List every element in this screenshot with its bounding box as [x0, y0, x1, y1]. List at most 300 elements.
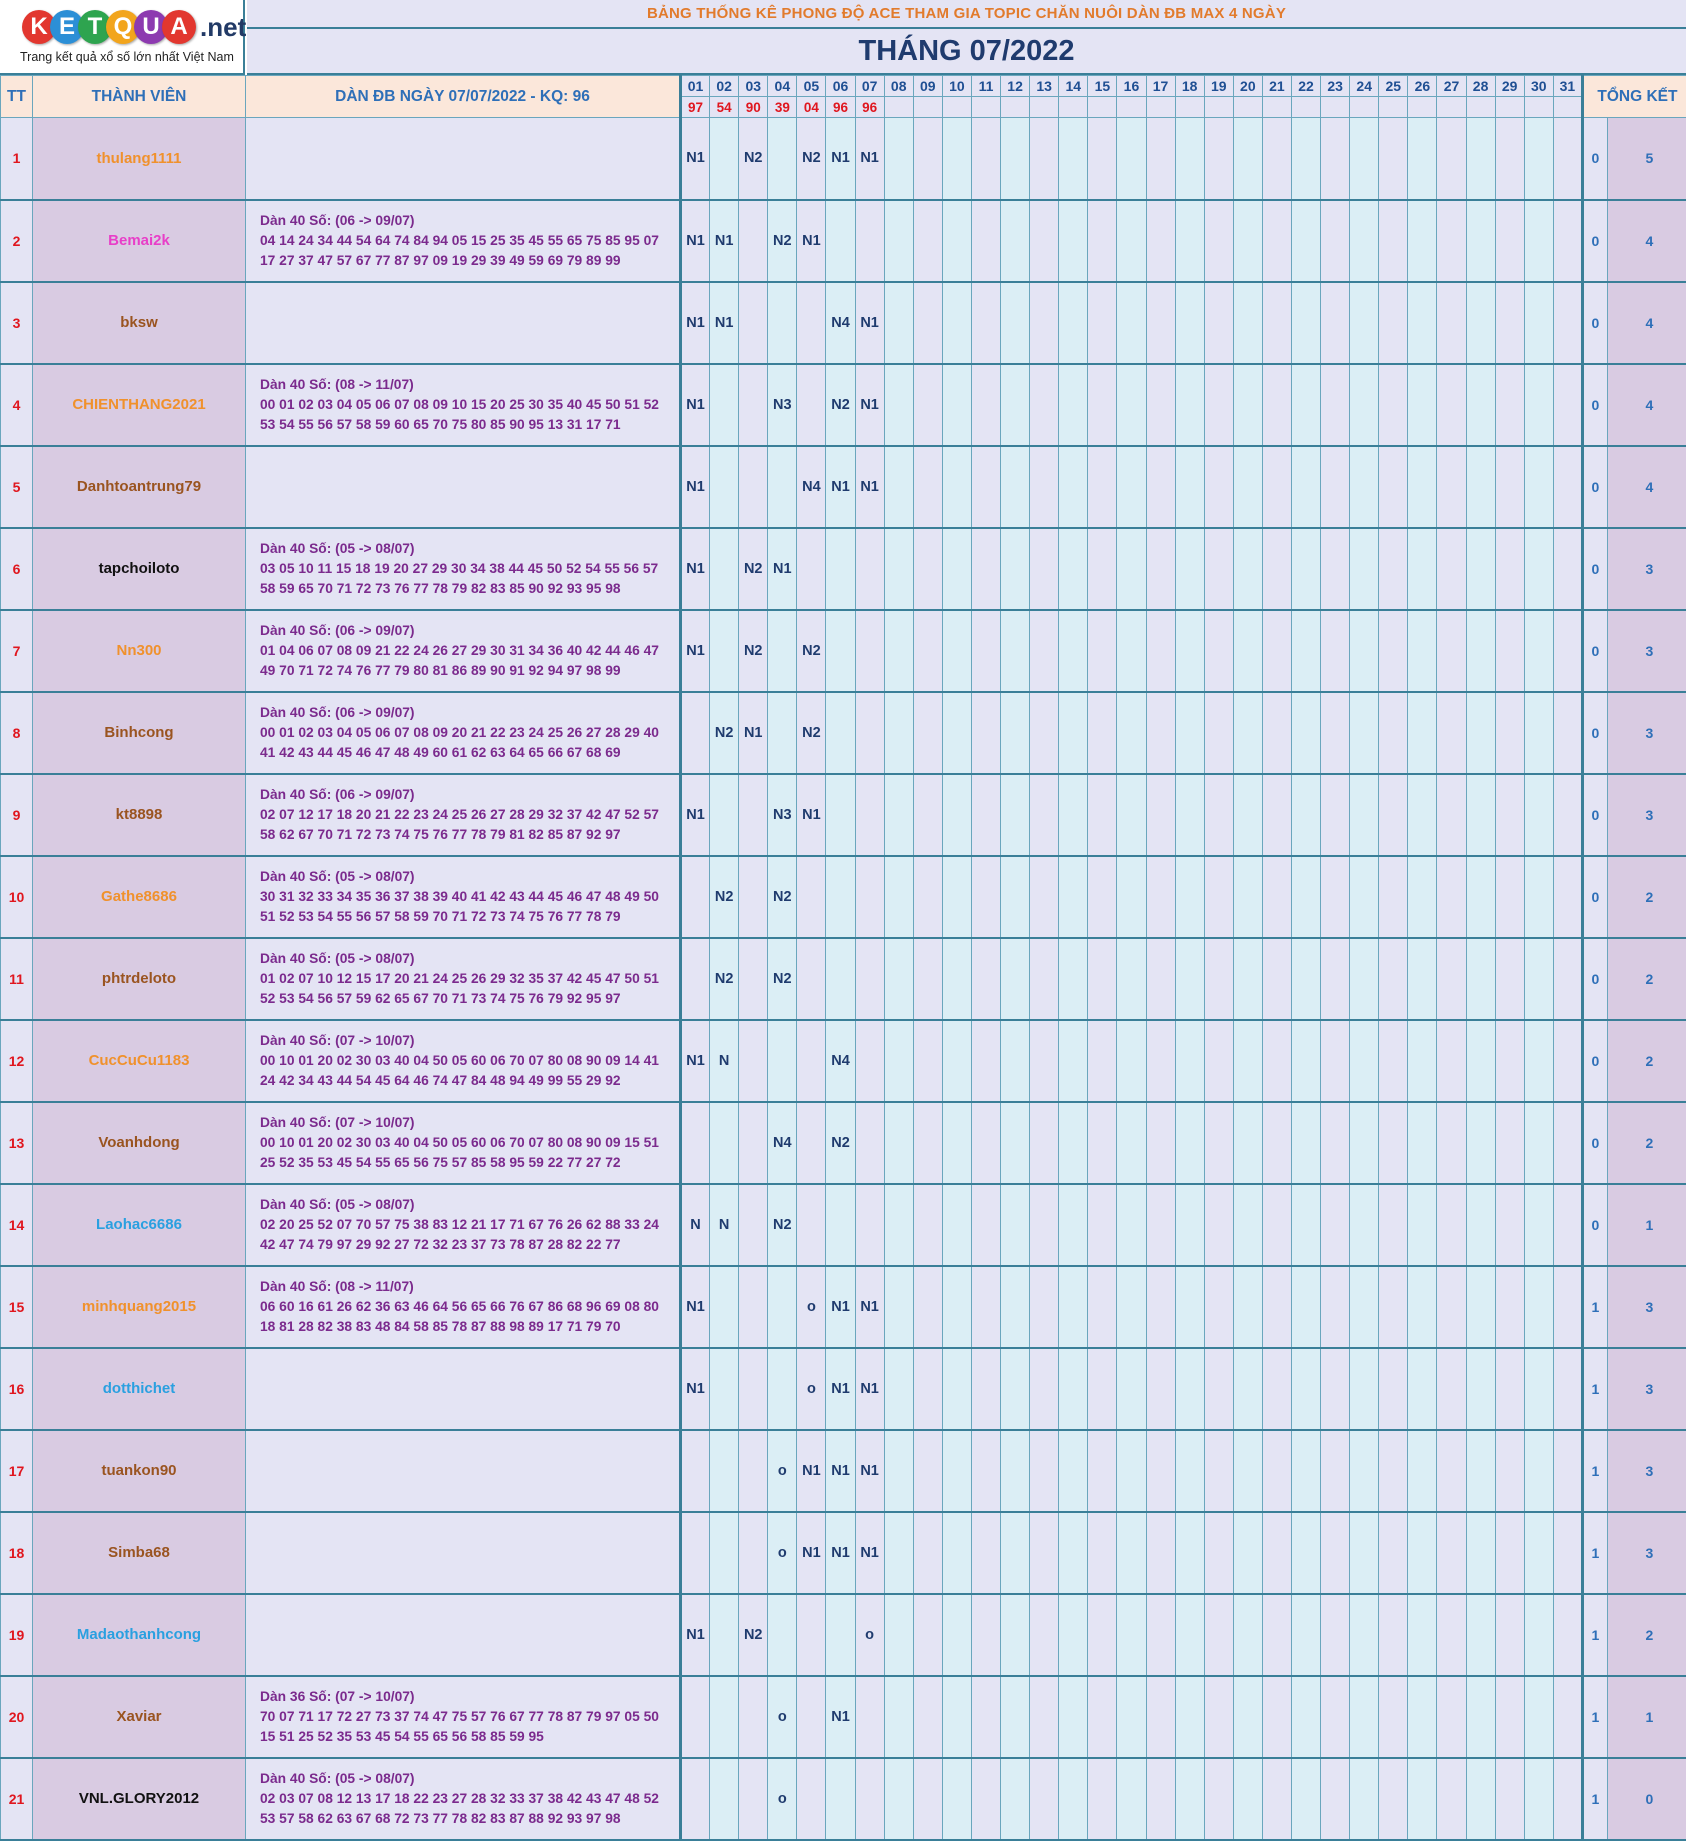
day-cell [1408, 1184, 1437, 1266]
day-cell: N1 [855, 282, 884, 364]
member-name[interactable]: phtrdeloto [33, 938, 246, 1020]
day-cell [1379, 774, 1408, 856]
day-cell [1524, 1348, 1553, 1430]
day-cell [1146, 1184, 1175, 1266]
day-cell [1466, 446, 1495, 528]
day-cell [1146, 282, 1175, 364]
day-cell [884, 1594, 913, 1676]
day-cell [884, 692, 913, 774]
day-cell [797, 1184, 826, 1266]
day-cell: N1 [826, 1676, 855, 1758]
row-index: 13 [1, 1102, 33, 1184]
day-cell [1175, 1430, 1204, 1512]
member-name[interactable]: Gathe8686 [33, 856, 246, 938]
day-cell [1030, 692, 1059, 774]
day-cell [1059, 1102, 1088, 1184]
day-cell [1466, 938, 1495, 1020]
day-cell [1291, 1676, 1320, 1758]
day-cell: N2 [710, 938, 739, 1020]
day-cell [1001, 1020, 1030, 1102]
day-cell [1204, 1758, 1233, 1840]
day-cell [1030, 938, 1059, 1020]
day-cell [1291, 1348, 1320, 1430]
member-name[interactable]: kt8898 [33, 774, 246, 856]
day-cell: N1 [826, 1430, 855, 1512]
day-cell [884, 938, 913, 1020]
day-cell [739, 1348, 768, 1430]
day-cell [884, 1184, 913, 1266]
day-cell [1117, 1348, 1146, 1430]
day-cell [1030, 282, 1059, 364]
dan-numbers-line1: 04 14 24 34 44 54 64 74 84 94 05 15 25 35 45 55 65 75 85 95 07 [260, 232, 659, 248]
day-cell [1204, 446, 1233, 528]
day-cell [1321, 528, 1350, 610]
day-cell [1553, 200, 1582, 282]
day-cell [1001, 1758, 1030, 1840]
day-result [1553, 97, 1582, 118]
day-cell [1379, 1020, 1408, 1102]
day-result [1059, 97, 1088, 118]
site-logo[interactable] [0, 0, 245, 75]
day-cell [1175, 200, 1204, 282]
day-result [1146, 97, 1175, 118]
day-cell [1321, 610, 1350, 692]
day-cell [1175, 774, 1204, 856]
member-name[interactable]: VNL.GLORY2012 [33, 1758, 246, 1840]
day-cell [1437, 1594, 1466, 1676]
day-cell: N1 [710, 282, 739, 364]
day-cell [1204, 1266, 1233, 1348]
day-cell [1175, 446, 1204, 528]
summary-count: 0 [1582, 446, 1607, 528]
day-cell: N2 [739, 1594, 768, 1676]
day-cell [739, 1676, 768, 1758]
day-cell: N1 [797, 1512, 826, 1594]
day-cell [971, 282, 1000, 364]
day-header: 08 [884, 76, 913, 97]
day-cell [1262, 692, 1291, 774]
day-cell [1321, 1594, 1350, 1676]
day-cell [1466, 692, 1495, 774]
day-cell [1175, 1020, 1204, 1102]
day-cell [913, 446, 942, 528]
dan-numbers-line2: 25 52 35 53 45 54 55 65 56 75 57 85 58 95 59 22 77 27 72 [260, 1154, 621, 1170]
day-cell [1495, 282, 1524, 364]
day-cell [1379, 200, 1408, 282]
member-name[interactable]: CHIENTHANG2021 [33, 364, 246, 446]
day-cell [1495, 364, 1524, 446]
dan-heading: Dàn 40 Số: (08 -> 11/07) [260, 1278, 414, 1294]
day-cell [1350, 1594, 1379, 1676]
day-cell [1001, 1266, 1030, 1348]
day-cell [1059, 774, 1088, 856]
day-cell [1233, 1594, 1262, 1676]
day-cell [1466, 1594, 1495, 1676]
day-cell [710, 1430, 739, 1512]
day-cell [1408, 446, 1437, 528]
day-cell [1204, 200, 1233, 282]
day-cell [1524, 446, 1553, 528]
day-cell [826, 1184, 855, 1266]
day-cell [826, 200, 855, 282]
member-name[interactable]: Danhtoantrung79 [33, 446, 246, 528]
day-cell [1466, 1676, 1495, 1758]
day-cell [1117, 938, 1146, 1020]
member-name[interactable]: Bemai2k [33, 200, 246, 282]
day-cell [1437, 1266, 1466, 1348]
day-result [1379, 97, 1408, 118]
day-result: 04 [797, 97, 826, 118]
day-cell [913, 1348, 942, 1430]
day-cell [942, 1184, 971, 1266]
summary-total: 3 [1607, 774, 1686, 856]
day-cell [1204, 938, 1233, 1020]
day-cell [1204, 856, 1233, 938]
day-cell [971, 118, 1000, 200]
day-cell [855, 528, 884, 610]
summary-total: 3 [1607, 610, 1686, 692]
member-row [1, 692, 1686, 774]
day-cell [1030, 1348, 1059, 1430]
day-cell [1408, 1676, 1437, 1758]
day-cell [1495, 692, 1524, 774]
day-cell [1321, 774, 1350, 856]
dan-numbers-line1: 02 20 25 52 07 70 57 75 38 83 12 21 17 71 67 76 26 62 88 33 24 [260, 1216, 659, 1232]
logo-letter: K [22, 10, 56, 44]
day-cell [913, 282, 942, 364]
summary-count: 0 [1582, 938, 1607, 1020]
day-cell [855, 774, 884, 856]
day-cell [1466, 118, 1495, 200]
day-cell [1146, 528, 1175, 610]
summary-total: 3 [1607, 1512, 1686, 1594]
day-cell [1117, 1430, 1146, 1512]
day-cell [913, 1758, 942, 1840]
day-cell [1262, 1348, 1291, 1430]
day-result [1117, 97, 1146, 118]
member-row [1, 856, 1686, 938]
dan-numbers-line1: 06 60 16 61 26 62 36 63 46 64 56 65 66 76 67 86 68 96 69 08 80 [260, 1298, 659, 1314]
day-cell [1495, 528, 1524, 610]
day-result [1291, 97, 1320, 118]
day-cell [1408, 1594, 1437, 1676]
member-row [1, 1348, 1686, 1430]
day-cell [1233, 528, 1262, 610]
day-cell [1466, 1512, 1495, 1594]
day-cell [1495, 1512, 1524, 1594]
day-cell [1233, 774, 1262, 856]
day-cell [1001, 1102, 1030, 1184]
day-cell [1117, 856, 1146, 938]
row-index: 10 [1, 856, 33, 938]
summary-count: 0 [1582, 364, 1607, 446]
day-cell [1553, 1430, 1582, 1512]
day-cell [1030, 1020, 1059, 1102]
day-cell [1146, 692, 1175, 774]
day-cell: N2 [739, 118, 768, 200]
day-cell [1001, 938, 1030, 1020]
day-header: 22 [1291, 76, 1320, 97]
day-cell [1321, 364, 1350, 446]
day-cell [1233, 692, 1262, 774]
day-cell [913, 528, 942, 610]
member-name[interactable]: Laohac6686 [33, 1184, 246, 1266]
member-name[interactable]: tuankon90 [33, 1430, 246, 1512]
day-cell [1321, 1676, 1350, 1758]
row-index: 2 [1, 200, 33, 282]
day-cell [1524, 282, 1553, 364]
day-cell [1495, 856, 1524, 938]
day-result [1466, 97, 1495, 118]
day-cell [1088, 1594, 1117, 1676]
summary-count: 0 [1582, 610, 1607, 692]
day-result [1088, 97, 1117, 118]
day-cell [739, 1430, 768, 1512]
day-cell: N1 [739, 692, 768, 774]
day-cell [1088, 1184, 1117, 1266]
member-row [1, 1758, 1686, 1840]
member-name[interactable]: Madaothanhcong [33, 1594, 246, 1676]
member-name[interactable]: Binhcong [33, 692, 246, 774]
day-cell [1350, 1102, 1379, 1184]
day-cell [1437, 938, 1466, 1020]
dan-numbers-line1: 01 04 06 07 08 09 21 22 24 26 27 29 30 31 34 36 40 42 44 46 47 [260, 642, 659, 658]
day-cell [1030, 1102, 1059, 1184]
member-name[interactable]: Nn300 [33, 610, 246, 692]
summary-count: 1 [1582, 1348, 1607, 1430]
day-cell [971, 774, 1000, 856]
summary-total: 2 [1607, 1594, 1686, 1676]
dan-numbers-line1: 00 10 01 20 02 30 03 40 04 50 05 60 06 70 07 80 08 90 09 14 41 [260, 1052, 659, 1068]
day-cell [1379, 1676, 1408, 1758]
dan-cell [246, 938, 681, 1020]
day-cell [1291, 364, 1320, 446]
day-cell [913, 1594, 942, 1676]
member-name[interactable]: bksw [33, 282, 246, 364]
day-cell [1117, 610, 1146, 692]
day-cell [1350, 118, 1379, 200]
day-cell [913, 856, 942, 938]
day-cell [797, 528, 826, 610]
day-cell [681, 938, 710, 1020]
member-name[interactable]: thulang1111 [33, 118, 246, 200]
day-cell [1466, 610, 1495, 692]
day-cell [1437, 774, 1466, 856]
day-cell [913, 1102, 942, 1184]
day-cell [1001, 446, 1030, 528]
summary-total: 1 [1607, 1184, 1686, 1266]
day-cell [913, 610, 942, 692]
day-cell: N1 [826, 446, 855, 528]
day-cell [971, 1594, 1000, 1676]
day-cell [1117, 1676, 1146, 1758]
day-cell [1408, 118, 1437, 200]
dan-numbers-line2: 49 70 71 72 74 76 77 79 80 81 86 89 90 91 92 94 97 98 99 [260, 662, 621, 678]
day-cell [1321, 938, 1350, 1020]
dan-cell [246, 1020, 681, 1102]
day-cell: N4 [826, 1020, 855, 1102]
summary-count: 0 [1582, 118, 1607, 200]
day-cell [913, 692, 942, 774]
day-cell [1262, 1758, 1291, 1840]
day-cell [1466, 1758, 1495, 1840]
day-cell [739, 1758, 768, 1840]
day-cell [1379, 610, 1408, 692]
member-name[interactable]: Xaviar [33, 1676, 246, 1758]
day-cell [1379, 528, 1408, 610]
day-cell [1524, 1758, 1553, 1840]
day-result [971, 97, 1000, 118]
dan-heading: Dàn 40 Số: (05 -> 08/07) [260, 540, 415, 556]
day-cell [1059, 1184, 1088, 1266]
day-cell: N1 [855, 1512, 884, 1594]
day-cell [1233, 610, 1262, 692]
day-cell [797, 282, 826, 364]
day-cell [1204, 1020, 1233, 1102]
day-cell [1495, 1266, 1524, 1348]
day-cell [1001, 774, 1030, 856]
day-cell: N1 [797, 1430, 826, 1512]
day-cell [826, 692, 855, 774]
day-cell: N2 [710, 692, 739, 774]
summary-count: 0 [1582, 528, 1607, 610]
day-cell [768, 1266, 797, 1348]
day-cell [1117, 528, 1146, 610]
day-cell: o [797, 1266, 826, 1348]
day-cell: o [768, 1512, 797, 1594]
dan-cell [246, 446, 681, 528]
day-cell: N1 [681, 282, 710, 364]
member-row [1, 1676, 1686, 1758]
day-cell [913, 1020, 942, 1102]
day-cell [1553, 856, 1582, 938]
dan-numbers-line2: 51 52 53 54 55 56 57 58 59 70 71 72 73 74 75 76 77 78 79 [260, 908, 621, 924]
day-cell [1466, 200, 1495, 282]
day-cell [1291, 692, 1320, 774]
day-cell [1175, 1184, 1204, 1266]
day-cell [797, 1102, 826, 1184]
day-cell [1233, 200, 1262, 282]
day-cell [942, 1594, 971, 1676]
day-header: 04 [768, 76, 797, 97]
day-cell [884, 282, 913, 364]
day-cell [1001, 364, 1030, 446]
day-cell [1030, 1430, 1059, 1512]
day-cell [1059, 528, 1088, 610]
row-index: 11 [1, 938, 33, 1020]
day-header: 28 [1466, 76, 1495, 97]
day-cell [942, 282, 971, 364]
day-cell [1321, 1020, 1350, 1102]
day-cell [1495, 1676, 1524, 1758]
member-row [1, 1266, 1686, 1348]
day-cell [1553, 774, 1582, 856]
day-cell [1466, 1430, 1495, 1512]
day-cell [1350, 610, 1379, 692]
dan-cell [246, 1758, 681, 1840]
day-cell [739, 1512, 768, 1594]
day-cell: N1 [797, 774, 826, 856]
day-cell [1437, 528, 1466, 610]
day-cell [884, 856, 913, 938]
dan-cell [246, 528, 681, 610]
day-cell [1321, 1266, 1350, 1348]
day-cell [1553, 282, 1582, 364]
day-cell [1088, 1020, 1117, 1102]
member-row [1, 528, 1686, 610]
day-result: 96 [826, 97, 855, 118]
day-cell [1350, 1348, 1379, 1430]
day-cell [797, 1758, 826, 1840]
day-cell [1088, 364, 1117, 446]
day-cell [1524, 364, 1553, 446]
day-cell [1379, 1512, 1408, 1594]
day-cell [1437, 692, 1466, 774]
logo-letter: Q [106, 10, 140, 44]
day-cell [768, 610, 797, 692]
day-cell [1146, 856, 1175, 938]
day-cell [1291, 1266, 1320, 1348]
member-name[interactable]: tapchoiloto [33, 528, 246, 610]
stats-table [0, 75, 1686, 1841]
day-header: 12 [1001, 76, 1030, 97]
member-name[interactable]: minhquang2015 [33, 1266, 246, 1348]
day-cell [826, 610, 855, 692]
day-cell [1030, 610, 1059, 692]
row-index: 21 [1, 1758, 33, 1840]
day-cell: N4 [797, 446, 826, 528]
day-cell [1437, 118, 1466, 200]
day-cell [1233, 938, 1262, 1020]
day-cell [1175, 282, 1204, 364]
day-cell [1146, 1102, 1175, 1184]
day-cell: N1 [855, 446, 884, 528]
day-cell [768, 118, 797, 200]
day-cell [1437, 282, 1466, 364]
day-cell [855, 610, 884, 692]
day-header: 23 [1321, 76, 1350, 97]
day-cell [1146, 1266, 1175, 1348]
day-cell [739, 856, 768, 938]
day-cell [797, 1020, 826, 1102]
day-cell: N1 [797, 200, 826, 282]
day-cell [1379, 1430, 1408, 1512]
day-cell [797, 364, 826, 446]
day-cell [1437, 1348, 1466, 1430]
day-cell [1175, 364, 1204, 446]
member-name[interactable]: Voanhdong [33, 1102, 246, 1184]
day-cell [1117, 1266, 1146, 1348]
member-name[interactable]: Simba68 [33, 1512, 246, 1594]
day-cell [1350, 282, 1379, 364]
day-cell [913, 1266, 942, 1348]
day-cell [1262, 282, 1291, 364]
logo-tagline: Trang kết quả xổ số lớn nhất Việt Nam [20, 50, 234, 64]
day-cell [1262, 1020, 1291, 1102]
summary-total: 3 [1607, 1348, 1686, 1430]
dan-numbers-line2: 42 47 74 79 97 29 92 27 72 32 23 37 73 78 87 28 82 22 77 [260, 1236, 621, 1252]
member-name[interactable]: CucCuCu1183 [33, 1020, 246, 1102]
day-cell [1379, 1758, 1408, 1840]
day-cell [768, 1348, 797, 1430]
day-cell [1524, 1102, 1553, 1184]
day-cell [710, 528, 739, 610]
day-cell [971, 1020, 1000, 1102]
day-cell [913, 1676, 942, 1758]
member-name[interactable]: dotthichet [33, 1348, 246, 1430]
day-cell [1350, 774, 1379, 856]
summary-total: 2 [1607, 938, 1686, 1020]
